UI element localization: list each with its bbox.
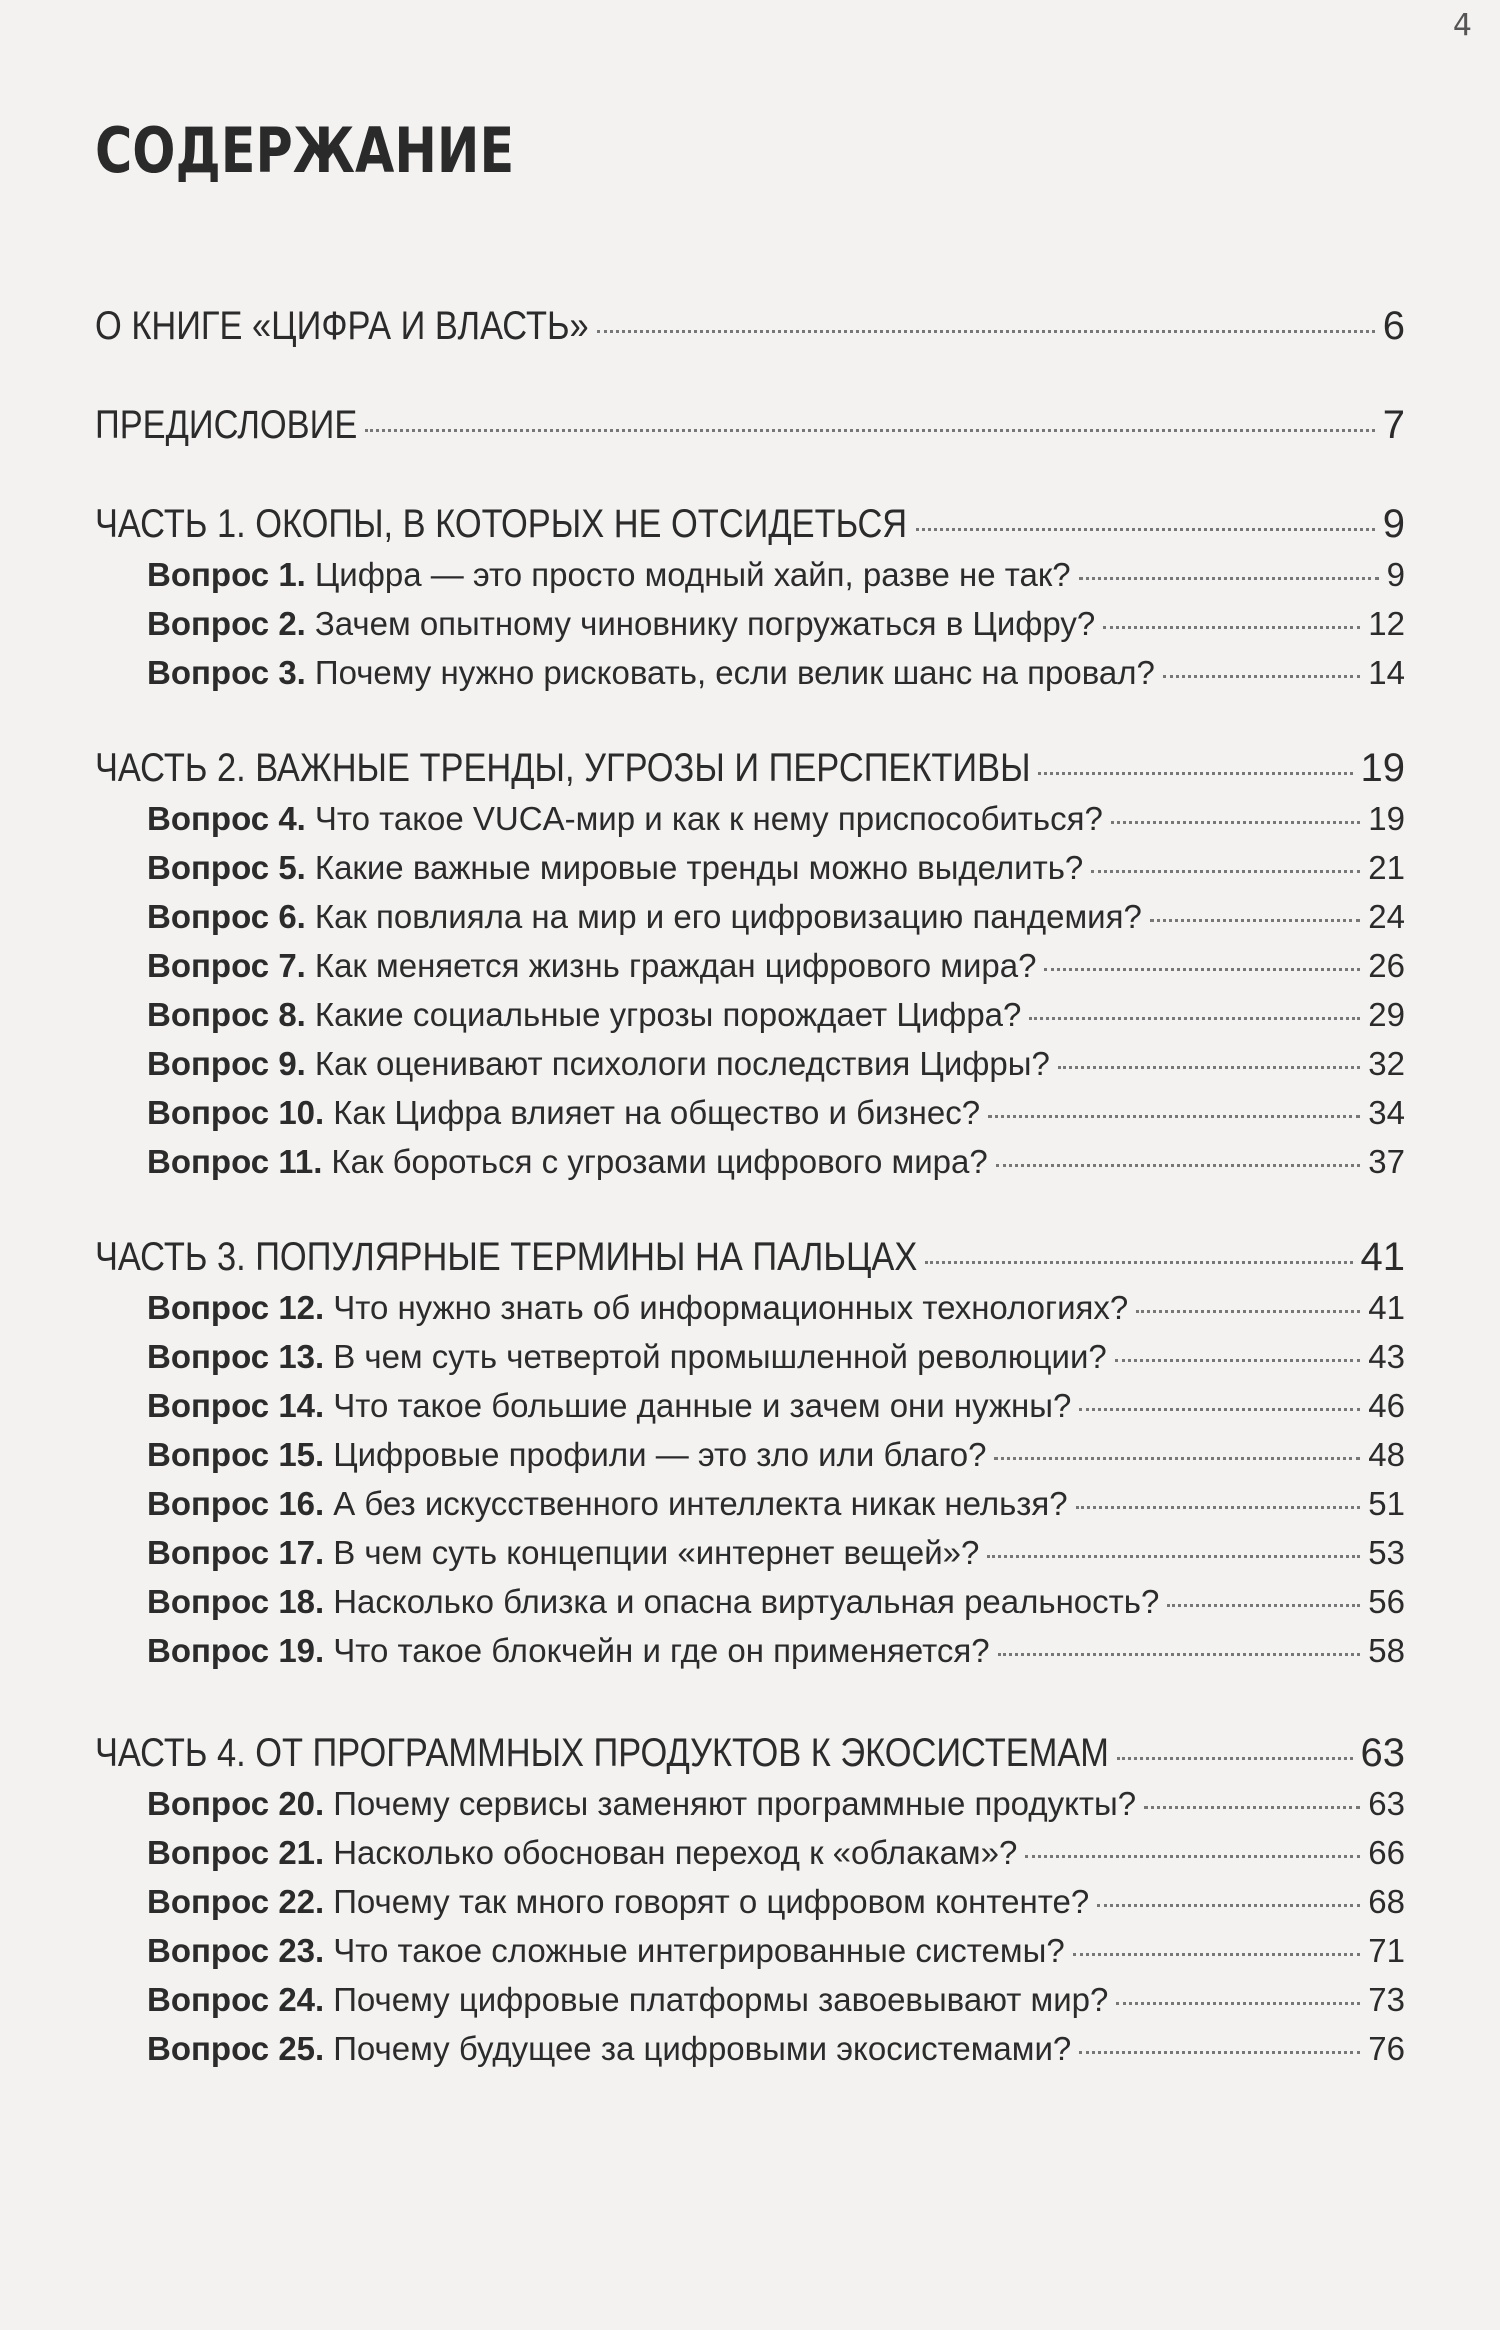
toc-entry-page: 73 xyxy=(1368,1981,1405,2018)
dot-leader xyxy=(597,330,1375,333)
question-title: Почему сервисы заменяют программные продукты? xyxy=(333,1785,1137,1822)
toc-entry-page: 41 xyxy=(1360,1235,1405,1279)
toc-entry-page: 26 xyxy=(1368,947,1405,984)
question-title: Какие важные мировые тренды можно выделить? xyxy=(314,849,1084,886)
toc-entry-page: 29 xyxy=(1368,996,1405,1033)
question-title: Как меняется жизнь граждан цифрового мира? xyxy=(314,947,1037,984)
toc-entry-page: 71 xyxy=(1368,1932,1405,1969)
question-title: Какие социальные угрозы порождает Цифра? xyxy=(314,996,1022,1033)
question-title: Зачем опытному чиновнику погружаться в Цифру? xyxy=(314,605,1096,642)
toc-question xyxy=(95,1626,1405,1675)
dot-leader xyxy=(1058,1066,1360,1069)
toc-entry-page: 58 xyxy=(1368,1632,1405,1669)
dot-leader xyxy=(1073,1953,1361,1956)
question-label: Вопрос 9. xyxy=(147,1045,306,1082)
question-title: Как Цифра влияет на общество и бизнес? xyxy=(333,1094,981,1131)
toc-entry-title: ЧАСТЬ 4. ОТ ПРОГРАММНЫХ ПРОДУКТОВ К ЭКОСИСТЕМАМ xyxy=(95,1731,1109,1775)
dot-leader xyxy=(1115,1359,1361,1362)
question-title: Почему будущее за цифровыми экосистемами? xyxy=(333,2030,1072,2067)
toc-question xyxy=(95,1137,1405,1186)
toc-question xyxy=(95,1479,1405,1528)
dot-leader xyxy=(1103,626,1360,629)
question-label: Вопрос 10. xyxy=(147,1094,325,1131)
toc-question xyxy=(95,550,1405,599)
toc-entry-title: О КНИГЕ «ЦИФРА И ВЛАСТЬ» xyxy=(95,304,589,348)
question-label: Вопрос 24. xyxy=(147,1981,325,2018)
toc-question xyxy=(95,2024,1405,2073)
toc-question xyxy=(95,892,1405,941)
dot-leader xyxy=(1144,1806,1360,1809)
question-label: Вопрос 4. xyxy=(147,800,306,837)
question-title: Что такое сложные интегрированные системы? xyxy=(333,1932,1065,1969)
toc-entry xyxy=(95,399,1405,451)
toc-entry-page: 68 xyxy=(1368,1883,1405,1920)
toc-entry-page: 76 xyxy=(1368,2030,1405,2067)
question-label: Вопрос 22. xyxy=(147,1883,325,1920)
toc-part-heading xyxy=(95,1727,1405,1779)
toc-question xyxy=(95,1088,1405,1137)
question-label: Вопрос 23. xyxy=(147,1932,325,1969)
dot-leader xyxy=(996,1164,1361,1167)
dot-leader xyxy=(1116,2002,1360,2005)
toc-entry-page: 12 xyxy=(1368,605,1405,642)
question-title: Что такое блокчейн и где он применяется? xyxy=(333,1632,990,1669)
table-of-contents xyxy=(95,300,1405,2073)
toc-question xyxy=(95,1381,1405,1430)
question-label: Вопрос 11. xyxy=(147,1143,323,1180)
toc-entry-page: 9 xyxy=(1386,556,1405,593)
question-label: Вопрос 19. xyxy=(147,1632,325,1669)
dot-leader xyxy=(994,1457,1360,1460)
question-label: Вопрос 17. xyxy=(147,1534,325,1571)
dot-leader xyxy=(1097,1904,1360,1907)
dot-leader xyxy=(1079,1408,1360,1411)
toc-entry-page: 43 xyxy=(1368,1338,1405,1375)
question-label: Вопрос 3. xyxy=(147,654,306,691)
dot-leader xyxy=(1079,2051,1360,2054)
dot-leader xyxy=(1025,1855,1360,1858)
toc-question xyxy=(95,1528,1405,1577)
question-title: Цифра — это просто модный хайп, разве не так? xyxy=(314,556,1071,593)
question-label: Вопрос 21. xyxy=(147,1834,325,1871)
dot-leader xyxy=(1079,577,1379,580)
question-title: Как бороться с угрозами цифрового мира? xyxy=(331,1143,988,1180)
question-title: Почему цифровые платформы завоевывают мир? xyxy=(333,1981,1109,2018)
dot-leader xyxy=(1029,1017,1360,1020)
toc-entry-page: 24 xyxy=(1368,898,1405,935)
question-label: Вопрос 15. xyxy=(147,1436,325,1473)
toc-question xyxy=(95,648,1405,697)
dot-leader xyxy=(1150,919,1360,922)
question-label: Вопрос 2. xyxy=(147,605,306,642)
question-label: Вопрос 8. xyxy=(147,996,306,1033)
toc-part-heading xyxy=(95,498,1405,550)
question-title: Цифровые профили — это зло или благо? xyxy=(333,1436,987,1473)
dot-leader xyxy=(987,1555,1360,1558)
toc-entry-page: 14 xyxy=(1368,654,1405,691)
page-number: 4 xyxy=(1452,8,1472,43)
toc-entry xyxy=(95,300,1405,352)
toc-question xyxy=(95,1877,1405,1926)
toc-entry-page: 19 xyxy=(1360,746,1405,790)
toc-entry-page: 32 xyxy=(1368,1045,1405,1082)
question-title: Насколько обоснован переход к «облакам»? xyxy=(333,1834,1018,1871)
toc-question xyxy=(95,941,1405,990)
question-title: Почему так много говорят о цифровом контенте? xyxy=(333,1883,1090,1920)
question-title: Как повлияла на мир и его цифровизацию пандемия? xyxy=(314,898,1142,935)
question-title: Почему нужно рисковать, если велик шанс на провал? xyxy=(314,654,1155,691)
toc-entry-title: ЧАСТЬ 2. ВАЖНЫЕ ТРЕНДЫ, УГРОЗЫ И ПЕРСПЕКТИВЫ xyxy=(95,746,1031,790)
toc-entry-page: 9 xyxy=(1382,502,1405,546)
toc-entry-page: 21 xyxy=(1368,849,1405,886)
toc-question xyxy=(95,1779,1405,1828)
toc-question xyxy=(95,599,1405,648)
question-label: Вопрос 18. xyxy=(147,1583,325,1620)
toc-entry-page: 37 xyxy=(1368,1143,1405,1180)
toc-entry-page: 63 xyxy=(1368,1785,1405,1822)
dot-leader xyxy=(1038,772,1352,775)
question-title: В чем суть четвертой промышленной революции? xyxy=(333,1338,1107,1375)
toc-entry-page: 56 xyxy=(1368,1583,1405,1620)
toc-question xyxy=(95,794,1405,843)
toc-entry-page: 63 xyxy=(1360,1731,1405,1775)
toc-question xyxy=(95,1039,1405,1088)
question-label: Вопрос 14. xyxy=(147,1387,325,1424)
question-label: Вопрос 16. xyxy=(147,1485,325,1522)
dot-leader xyxy=(988,1115,1360,1118)
toc-question xyxy=(95,990,1405,1039)
toc-question xyxy=(95,1577,1405,1626)
toc-question xyxy=(95,1332,1405,1381)
toc-entry-page: 41 xyxy=(1368,1289,1405,1326)
question-label: Вопрос 20. xyxy=(147,1785,325,1822)
toc-entry-page: 48 xyxy=(1368,1436,1405,1473)
question-title: А без искусственного интеллекта никак нельзя? xyxy=(333,1485,1068,1522)
toc-question xyxy=(95,1926,1405,1975)
dot-leader xyxy=(1163,675,1360,678)
question-title: Что нужно знать об информационных технологиях? xyxy=(333,1289,1129,1326)
toc-question xyxy=(95,843,1405,892)
toc-entry-title: ЧАСТЬ 1. ОКОПЫ, В КОТОРЫХ НЕ ОТСИДЕТЬСЯ xyxy=(95,502,908,546)
question-label: Вопрос 1. xyxy=(147,556,306,593)
dot-leader xyxy=(1091,870,1360,873)
toc-entry-page: 53 xyxy=(1368,1534,1405,1571)
toc-entry-title: ЧАСТЬ 3. ПОПУЛЯРНЫЕ ТЕРМИНЫ НА ПАЛЬЦАХ xyxy=(95,1235,918,1279)
question-label: Вопрос 25. xyxy=(147,2030,325,2067)
toc-entry-page: 6 xyxy=(1382,304,1405,348)
dot-leader xyxy=(365,429,1374,432)
question-label: Вопрос 6. xyxy=(147,898,306,935)
toc-question xyxy=(95,1430,1405,1479)
dot-leader xyxy=(1044,968,1360,971)
dot-leader xyxy=(1076,1506,1361,1509)
toc-question xyxy=(95,1283,1405,1332)
dot-leader xyxy=(925,1261,1352,1264)
toc-question xyxy=(95,1975,1405,2024)
page-title: СОДЕРЖАНИЕ xyxy=(95,114,515,187)
question-title: Насколько близка и опасна виртуальная реальность? xyxy=(333,1583,1160,1620)
question-label: Вопрос 5. xyxy=(147,849,306,886)
dot-leader xyxy=(1167,1604,1360,1607)
toc-part-heading xyxy=(95,1231,1405,1283)
toc-entry-page: 7 xyxy=(1382,403,1405,447)
toc-entry-page: 19 xyxy=(1368,800,1405,837)
toc-entry-title: ПРЕДИСЛОВИЕ xyxy=(95,403,358,447)
toc-entry-page: 34 xyxy=(1368,1094,1405,1131)
question-title: Как оценивают психологи последствия Цифры? xyxy=(314,1045,1050,1082)
toc-entry-page: 66 xyxy=(1368,1834,1405,1871)
dot-leader xyxy=(1111,821,1360,824)
toc-entry-page: 46 xyxy=(1368,1387,1405,1424)
question-label: Вопрос 13. xyxy=(147,1338,325,1375)
toc-entry-page: 51 xyxy=(1368,1485,1405,1522)
dot-leader xyxy=(998,1653,1361,1656)
question-label: Вопрос 7. xyxy=(147,947,306,984)
toc-question xyxy=(95,1828,1405,1877)
question-title: В чем суть концепции «интернет вещей»? xyxy=(333,1534,980,1571)
toc-part-heading xyxy=(95,742,1405,794)
dot-leader xyxy=(916,528,1375,531)
question-title: Что такое VUCA-мир и как к нему приспособиться? xyxy=(314,800,1103,837)
question-title: Что такое большие данные и зачем они нужны? xyxy=(333,1387,1072,1424)
question-label: Вопрос 12. xyxy=(147,1289,325,1326)
dot-leader xyxy=(1136,1310,1360,1313)
dot-leader xyxy=(1117,1757,1353,1760)
